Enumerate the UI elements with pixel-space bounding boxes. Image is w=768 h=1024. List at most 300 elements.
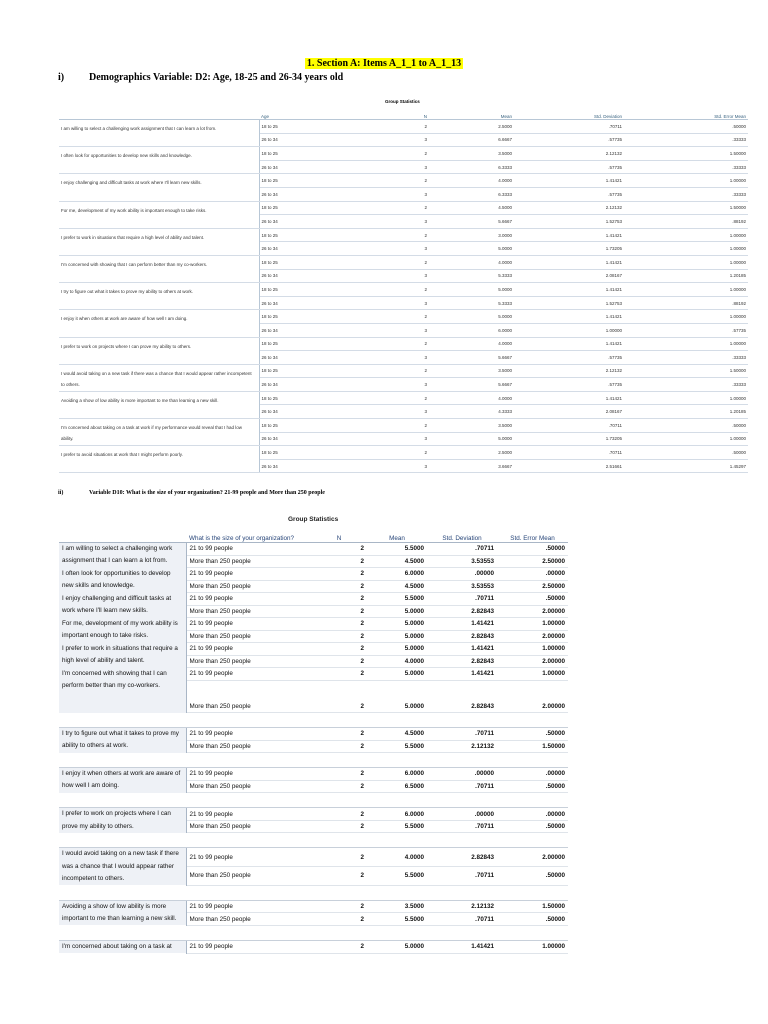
stat-value: 4.5000 xyxy=(429,201,514,215)
stat-value: .33333 xyxy=(624,187,748,201)
stat-value: .50000 xyxy=(624,419,748,433)
stat-value: 2 xyxy=(311,543,367,556)
stat-value: 2 xyxy=(311,913,367,926)
stat-value: 2 xyxy=(329,228,429,242)
table-row xyxy=(59,728,568,741)
group-value: 21 to 99 people xyxy=(186,848,311,867)
stat-value: .57735 xyxy=(514,378,624,392)
group-value: 21 to 99 people xyxy=(186,668,311,681)
column-header: Std. Deviation xyxy=(427,532,497,543)
stat-value: 1.00000 xyxy=(514,323,624,337)
stat-value: 1.00000 xyxy=(624,310,748,324)
stat-value: 2 xyxy=(311,668,367,681)
table-row xyxy=(59,255,748,269)
stat-value: 2 xyxy=(311,900,367,913)
stat-value: 3 xyxy=(329,296,429,310)
stat-value: 3.6667 xyxy=(429,459,514,473)
group-value: 21 to 99 people xyxy=(186,568,311,581)
stat-value: 1.41421 xyxy=(427,668,497,681)
stat-value: 3 xyxy=(329,378,429,392)
table-row xyxy=(59,201,748,215)
group-value: 21 to 99 people xyxy=(186,940,311,953)
stat-value: 6.0000 xyxy=(429,323,514,337)
stat-value: 5.3333 xyxy=(429,296,514,310)
group-value: 21 to 99 people xyxy=(186,808,311,821)
group-value: 21 to 99 people xyxy=(186,618,311,631)
table-row xyxy=(59,310,748,324)
group-value: 21 to 99 people xyxy=(186,900,311,913)
stat-value: 3 xyxy=(329,459,429,473)
group-value: 18 to 25 xyxy=(259,446,329,460)
stat-value: .50000 xyxy=(497,543,568,556)
stat-value: 1.00000 xyxy=(497,618,568,631)
stat-value: 1.00000 xyxy=(624,242,748,256)
item-label: I enjoy it when others at work are aware of how well I am doing. xyxy=(59,310,259,337)
stat-value: .00000 xyxy=(497,808,568,821)
column-header: N xyxy=(311,532,367,543)
stat-value: 5.5000 xyxy=(367,543,427,556)
stat-value: 2 xyxy=(311,848,367,867)
stat-value: 3 xyxy=(329,323,429,337)
gap-cell xyxy=(59,925,568,940)
part2-heading-text: Variable D10: What is the size of your organization? 21-99 people and More than 250 people xyxy=(89,490,325,496)
stat-value: 1.00000 xyxy=(624,255,748,269)
stat-value: 6.5000 xyxy=(367,780,427,793)
stat-value: 2 xyxy=(311,605,367,618)
stat-value: 2.08167 xyxy=(514,405,624,419)
stat-value: .70711 xyxy=(427,820,497,833)
stat-value: 2.5000 xyxy=(429,446,514,460)
stat-value: .00000 xyxy=(427,768,497,781)
stat-value: 2 xyxy=(311,701,367,713)
stat-value: 2 xyxy=(329,283,429,297)
item-label: I prefer to work on projects where I can prove my ability to others. xyxy=(59,337,259,364)
stat-value: 2 xyxy=(311,867,367,886)
stat-value: 2.50000 xyxy=(497,580,568,593)
stat-value: 2 xyxy=(311,820,367,833)
stat-value: .50000 xyxy=(624,120,748,134)
table-gap-row xyxy=(59,713,568,728)
item-label: I prefer to work in situations that require a high level of ability and talent. xyxy=(59,228,259,255)
empty-cell xyxy=(497,680,568,701)
group-value: 26 to 34 xyxy=(259,459,329,473)
stat-value: 3 xyxy=(329,269,429,283)
empty-cell xyxy=(367,680,427,701)
column-header: N xyxy=(329,109,429,120)
stat-value: 1.50000 xyxy=(624,147,748,161)
stat-value: 6.0000 xyxy=(367,808,427,821)
part1-marker: i) xyxy=(58,72,65,83)
group-value: 18 to 25 xyxy=(259,174,329,188)
group-value: More than 250 people xyxy=(186,820,311,833)
stat-value: 4.5000 xyxy=(367,580,427,593)
stat-value: 1.73205 xyxy=(514,242,624,256)
item-label: I'm concerned about taking on a task at xyxy=(59,940,186,953)
table-row xyxy=(59,668,568,681)
column-header: Mean xyxy=(367,532,427,543)
stat-value: 1.00000 xyxy=(624,391,748,405)
group-value: 18 to 25 xyxy=(259,283,329,297)
stat-value: 2.00000 xyxy=(497,605,568,618)
item-label: I often look for opportunities to develop new skills and knowledge. xyxy=(59,568,186,593)
table-row xyxy=(59,848,568,867)
group-value: 18 to 25 xyxy=(259,228,329,242)
stat-value: .88192 xyxy=(624,215,748,229)
stat-value: 3 xyxy=(329,215,429,229)
stat-value: 6.3333 xyxy=(429,187,514,201)
stat-value: 5.5000 xyxy=(367,820,427,833)
table-row xyxy=(59,364,748,378)
empty-cell xyxy=(311,680,367,701)
stat-value: .70711 xyxy=(427,913,497,926)
stat-value: 5.6667 xyxy=(429,351,514,365)
stat-value: .70711 xyxy=(514,446,624,460)
stat-value: 2 xyxy=(311,808,367,821)
stat-value: .00000 xyxy=(497,768,568,781)
table-gap-row xyxy=(59,833,568,848)
table-gap-row xyxy=(59,925,568,940)
stat-value: 1.00000 xyxy=(497,668,568,681)
stat-value: 2.00000 xyxy=(497,655,568,668)
group-value: 21 to 99 people xyxy=(186,728,311,741)
stat-value: 5.0000 xyxy=(367,643,427,656)
stat-value: 2 xyxy=(329,310,429,324)
stat-value: 3 xyxy=(329,242,429,256)
table-row xyxy=(59,147,748,161)
group-value: 26 to 34 xyxy=(259,432,329,446)
item-label: I am willing to select a challenging work assignment that I can learn a lot from. xyxy=(59,120,259,147)
group-value: 26 to 34 xyxy=(259,187,329,201)
table-row xyxy=(59,808,568,821)
stat-value: 1.41421 xyxy=(514,174,624,188)
stat-value: 4.5000 xyxy=(367,728,427,741)
item-label: Avoiding a show of low ability is more important to me than learning a new skill. xyxy=(59,391,259,418)
stat-value: 2 xyxy=(329,446,429,460)
stat-value: 5.0000 xyxy=(367,701,427,713)
stat-value: 2 xyxy=(311,593,367,606)
stat-value: 4.0000 xyxy=(429,337,514,351)
stat-value: .70711 xyxy=(427,780,497,793)
stat-value: 2.12132 xyxy=(514,364,624,378)
stat-value: 3 xyxy=(329,160,429,174)
group-value: 21 to 99 people xyxy=(186,593,311,606)
stat-value: 6.6667 xyxy=(429,133,514,147)
group-value: More than 250 people xyxy=(186,580,311,593)
stat-value: 3 xyxy=(329,133,429,147)
stat-value: 1.00000 xyxy=(624,432,748,446)
group-value: 18 to 25 xyxy=(259,419,329,433)
group-value: 26 to 34 xyxy=(259,378,329,392)
item-label: I enjoy it when others at work are aware of how well I am doing. xyxy=(59,768,186,793)
stat-value: 4.0000 xyxy=(367,848,427,867)
item-label: Avoiding a show of low ability is more important to me than learning a new skill. xyxy=(59,900,186,925)
stat-value: 6.0000 xyxy=(367,768,427,781)
item-label: I enjoy challenging and difficult tasks at work where I'll learn new skills. xyxy=(59,174,259,201)
stat-value: 2 xyxy=(329,201,429,215)
item-label: For me, development of my work ability is important enough to take risks. xyxy=(59,618,186,643)
table1-title: Group Statistics xyxy=(385,99,420,104)
table-row xyxy=(59,446,748,460)
group-value: More than 250 people xyxy=(186,655,311,668)
stat-value: 5.0000 xyxy=(429,242,514,256)
stat-value: 5.0000 xyxy=(367,605,427,618)
group-value: More than 250 people xyxy=(186,630,311,643)
stat-value: 1.41421 xyxy=(427,643,497,656)
stat-value: 2 xyxy=(329,174,429,188)
stat-value: 3.5000 xyxy=(367,900,427,913)
item-label: I prefer to work in situations that require a high level of ability and talent. xyxy=(59,643,186,668)
stat-value: .70711 xyxy=(427,593,497,606)
table-row xyxy=(59,568,568,581)
stat-value: 6.0000 xyxy=(367,568,427,581)
stat-value: 2.82843 xyxy=(427,848,497,867)
group-value: More than 250 people xyxy=(186,555,311,568)
group-value: 26 to 34 xyxy=(259,269,329,283)
group-value: 26 to 34 xyxy=(259,296,329,310)
group-value: 18 to 25 xyxy=(259,337,329,351)
stat-value: 1.52753 xyxy=(514,296,624,310)
stat-value: 1.50000 xyxy=(497,740,568,753)
table-row xyxy=(59,120,748,134)
group-value: 18 to 25 xyxy=(259,364,329,378)
group-value: 18 to 25 xyxy=(259,255,329,269)
item-label: I prefer to work on projects where I can prove my ability to others. xyxy=(59,808,186,833)
stat-value: 2.12132 xyxy=(427,900,497,913)
stat-value: 5.0000 xyxy=(429,432,514,446)
stat-value: 2.5000 xyxy=(429,120,514,134)
stat-value: 2 xyxy=(311,655,367,668)
stat-value: 2 xyxy=(311,555,367,568)
group-value: More than 250 people xyxy=(186,605,311,618)
stat-value: .50000 xyxy=(497,820,568,833)
table2-title: Group Statistics xyxy=(288,516,339,523)
stat-value: .33333 xyxy=(624,351,748,365)
part1-heading-text: Demographics Variable: D2: Age, 18-25 and 26-34 years old xyxy=(89,72,344,83)
stat-value: 4.5000 xyxy=(367,555,427,568)
group-value: 21 to 99 people xyxy=(186,643,311,656)
table-row xyxy=(59,419,748,433)
stat-value: .57735 xyxy=(514,351,624,365)
group-value: 26 to 34 xyxy=(259,133,329,147)
stat-value: 1.20185 xyxy=(624,405,748,419)
group-value: More than 250 people xyxy=(186,867,311,886)
stat-value: 3.5000 xyxy=(429,364,514,378)
table-gap-row xyxy=(59,885,568,900)
stat-value: 2 xyxy=(311,643,367,656)
stat-value: .57735 xyxy=(514,133,624,147)
table-gap-row xyxy=(59,793,568,808)
group-value: 26 to 34 xyxy=(259,351,329,365)
item-label: I often look for opportunities to develop new skills and knowledge. xyxy=(59,147,259,174)
stat-value: 2.00000 xyxy=(497,848,568,867)
stat-value: 1.41421 xyxy=(514,310,624,324)
stat-value: 5.3333 xyxy=(429,269,514,283)
stat-value: .00000 xyxy=(497,568,568,581)
item-label: I prefer to avoid situations at work that I might perform poorly. xyxy=(59,446,259,473)
stat-value: 2 xyxy=(329,391,429,405)
stat-value: .70711 xyxy=(514,120,624,134)
stat-value: .70711 xyxy=(427,867,497,886)
stat-value: 6.3333 xyxy=(429,160,514,174)
stat-value: 1.41421 xyxy=(514,391,624,405)
stat-value: 2 xyxy=(311,618,367,631)
item-label: I would avoid taking on a new task if there was a chance that I would appear rather incompetent to others. xyxy=(59,364,259,391)
stat-value: .57735 xyxy=(514,187,624,201)
stat-value: 2.12132 xyxy=(514,147,624,161)
gap-cell xyxy=(59,833,568,848)
stat-value: 3.5000 xyxy=(429,147,514,161)
stat-value: 1.41421 xyxy=(514,255,624,269)
group-value: 26 to 34 xyxy=(259,242,329,256)
stat-value: 1.00000 xyxy=(624,283,748,297)
empty-cell xyxy=(427,680,497,701)
stat-value: 5.5000 xyxy=(367,913,427,926)
stat-value: 2.00000 xyxy=(497,630,568,643)
group-value: More than 250 people xyxy=(186,913,311,926)
stat-value: 2.12132 xyxy=(514,201,624,215)
stat-value: .33333 xyxy=(624,133,748,147)
stat-value: 2 xyxy=(311,568,367,581)
stat-value: 3 xyxy=(329,187,429,201)
stat-value: 2 xyxy=(329,364,429,378)
group-value: More than 250 people xyxy=(186,701,311,713)
stat-value: 5.0000 xyxy=(429,310,514,324)
column-header xyxy=(59,109,259,120)
stat-value: .33333 xyxy=(624,378,748,392)
stat-value: .50000 xyxy=(497,780,568,793)
item-label: I enjoy challenging and difficult tasks at work where I'll learn new skills. xyxy=(59,593,186,618)
group-value: 26 to 34 xyxy=(259,215,329,229)
stat-value: 1.50000 xyxy=(624,201,748,215)
stat-value: 2.51661 xyxy=(514,459,624,473)
part1-heading xyxy=(58,72,343,83)
stat-value: 2.00000 xyxy=(497,701,568,713)
column-header: What is the size of your organization? xyxy=(186,532,311,543)
stat-value: 4.0000 xyxy=(429,391,514,405)
stat-value: 2 xyxy=(311,630,367,643)
table-row xyxy=(59,618,568,631)
table1-header-row xyxy=(59,109,748,120)
stat-value: 5.6667 xyxy=(429,215,514,229)
stat-value: 4.0000 xyxy=(429,255,514,269)
item-label: For me, development of my work ability is important enough to take risks. xyxy=(59,201,259,228)
age-group-statistics-table xyxy=(59,109,748,473)
stat-value: 1.00000 xyxy=(624,228,748,242)
item-label: I try to figure out what it takes to prove my ability to others at work. xyxy=(59,283,259,310)
stat-value: 3.53553 xyxy=(427,555,497,568)
group-value: 26 to 34 xyxy=(259,323,329,337)
stat-value: 3 xyxy=(329,405,429,419)
stat-value: 1.41421 xyxy=(427,618,497,631)
stat-value: 5.0000 xyxy=(367,618,427,631)
table-row xyxy=(59,337,748,351)
item-label: I'm concerned with showing that I can perform better than my co-workers. xyxy=(59,255,259,282)
stat-value: 1.41421 xyxy=(514,337,624,351)
stat-value: 1.73205 xyxy=(514,432,624,446)
section-title: 1. Section A: Items A_1_1 to A_1_13 xyxy=(306,58,462,69)
table-row xyxy=(59,593,568,606)
stat-value: .50000 xyxy=(497,728,568,741)
stat-value: .50000 xyxy=(497,867,568,886)
group-value: 18 to 25 xyxy=(259,147,329,161)
stat-value: 1.41421 xyxy=(514,283,624,297)
table-row xyxy=(59,283,748,297)
stat-value: 2 xyxy=(311,940,367,953)
stat-value: 4.0000 xyxy=(367,655,427,668)
group-value: 18 to 25 xyxy=(259,391,329,405)
stat-value: .00000 xyxy=(427,568,497,581)
stat-value: .50000 xyxy=(497,913,568,926)
stat-value: .57735 xyxy=(624,323,748,337)
group-value: 21 to 99 people xyxy=(186,768,311,781)
stat-value: 1.00000 xyxy=(624,337,748,351)
org-size-group-statistics-table xyxy=(59,532,568,954)
stat-value: 2 xyxy=(329,147,429,161)
stat-value: 3.5000 xyxy=(429,419,514,433)
stat-value: 3 xyxy=(329,432,429,446)
stat-value: .70711 xyxy=(427,728,497,741)
item-label: I'm concerned about taking on a task at work if my performance would reveal that I had low ability. xyxy=(59,419,259,446)
stat-value: 3.53553 xyxy=(427,580,497,593)
empty-cell xyxy=(186,680,311,701)
stat-value: 1.50000 xyxy=(624,364,748,378)
stat-value: 3 xyxy=(329,351,429,365)
stat-value: 5.0000 xyxy=(367,630,427,643)
stat-value: .70711 xyxy=(427,543,497,556)
table-row xyxy=(59,391,748,405)
part2-marker: ii) xyxy=(58,490,64,496)
stat-value: .50000 xyxy=(624,446,748,460)
item-label: I am willing to select a challenging work assignment that I can learn a lot from. xyxy=(59,543,186,568)
group-value: 18 to 25 xyxy=(259,310,329,324)
table2-header-row xyxy=(59,532,568,543)
gap-cell xyxy=(59,753,568,768)
stat-value: 2.82843 xyxy=(427,605,497,618)
stat-value: 1.52753 xyxy=(514,215,624,229)
group-value: 18 to 25 xyxy=(259,201,329,215)
gap-cell xyxy=(59,793,568,808)
stat-value: 1.41421 xyxy=(427,940,497,953)
stat-value: .88192 xyxy=(624,296,748,310)
stat-value: 1.00000 xyxy=(497,643,568,656)
column-header xyxy=(59,532,186,543)
column-header: Std. Error Mean xyxy=(497,532,568,543)
group-value: 26 to 34 xyxy=(259,160,329,174)
stat-value: 5.5000 xyxy=(367,867,427,886)
stat-value: 5.0000 xyxy=(367,668,427,681)
stat-value: 2 xyxy=(311,728,367,741)
stat-value: 2 xyxy=(311,580,367,593)
stat-value: 1.00000 xyxy=(497,940,568,953)
stat-value: 2 xyxy=(311,780,367,793)
table-gap-row xyxy=(59,753,568,768)
stat-value: 2 xyxy=(329,120,429,134)
item-label: I try to figure out what it takes to prove my ability to others at work. xyxy=(59,728,186,753)
stat-value: 2.82843 xyxy=(427,630,497,643)
table-row xyxy=(59,643,568,656)
gap-cell xyxy=(59,713,568,728)
stat-value: 1.00000 xyxy=(624,174,748,188)
table-row xyxy=(59,940,568,953)
group-value: 26 to 34 xyxy=(259,405,329,419)
stat-value: 2 xyxy=(329,419,429,433)
group-value: More than 250 people xyxy=(186,740,311,753)
stat-value: 1.50000 xyxy=(497,900,568,913)
table-row xyxy=(59,900,568,913)
item-label: I would avoid taking on a new task if there was a chance that I would appear rather incompetent to others. xyxy=(59,848,186,885)
stat-value: 5.5000 xyxy=(367,740,427,753)
stat-value: 3.0000 xyxy=(429,228,514,242)
